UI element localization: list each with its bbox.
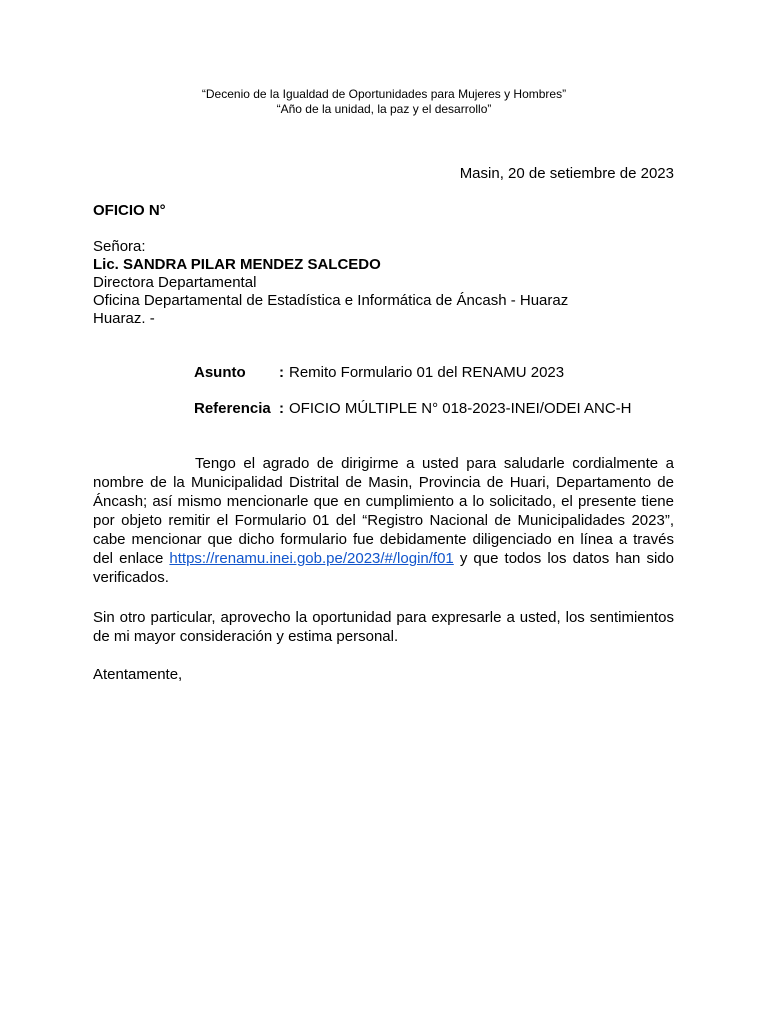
addressee-salutation: Señora: [93,238,146,255]
reference-value: OFICIO MÚLTIPLE N° 018-2023-INEI/ODEI ANC-H [289,400,632,417]
addressee-name: Lic. SANDRA PILAR MENDEZ SALCEDO [93,256,381,273]
addressee-office: Oficina Departamental de Estadística e Informática de Áncash - Huaraz [93,292,569,309]
header-year-motto: “Año de la unidad, la paz y el desarrollo” [276,102,492,116]
subject-label: Asunto [194,364,246,381]
body-paragraph-1-text: Tengo el agrado de dirigirme a usted para saludarle cordialmente a nombre de la Municipalidad Distrital de Masin, Provincia de Huari, Departamento de Áncash; así mismo mencionarle que en cumplimiento a lo solicitado, el presente tiene por objeto remitir el Formulario 01 del “Registro Nacional de Municipalidades 2023”, cabe mencionar que dicho formulario fue debidamente diligenciado en línea a través del enlace [93,455,674,567]
closing-salutation: Atentamente, [93,666,183,683]
body-paragraph-1 [93,454,674,587]
reference-label: Referencia [194,400,271,417]
oficio-number: OFICIO N° [93,202,166,219]
body-paragraph-1-text-end: y que todos los datos han sido verificados. [93,550,674,586]
renamu-link[interactable]: https://renamu.inei.gob.pe/2023/#/login/f01 [169,550,454,567]
header-decade-motto: “Decenio de la Igualdad de Oportunidades para Mujeres y Hombres” [201,87,567,101]
letter-date: Masin, 20 de setiembre de 2023 [459,165,674,182]
subject-value: Remito Formulario 01 del RENAMU 2023 [289,364,565,381]
addressee-position: Directora Departamental [93,274,257,291]
addressee-city: Huaraz. - [93,310,155,327]
subject-colon: : [279,364,284,381]
reference-colon: : [279,400,284,417]
body-paragraph-2: Sin otro particular, aprovecho la oportunidad para expresarle a usted, los sentimientos de mi mayor consideración y estima personal. [93,609,674,645]
